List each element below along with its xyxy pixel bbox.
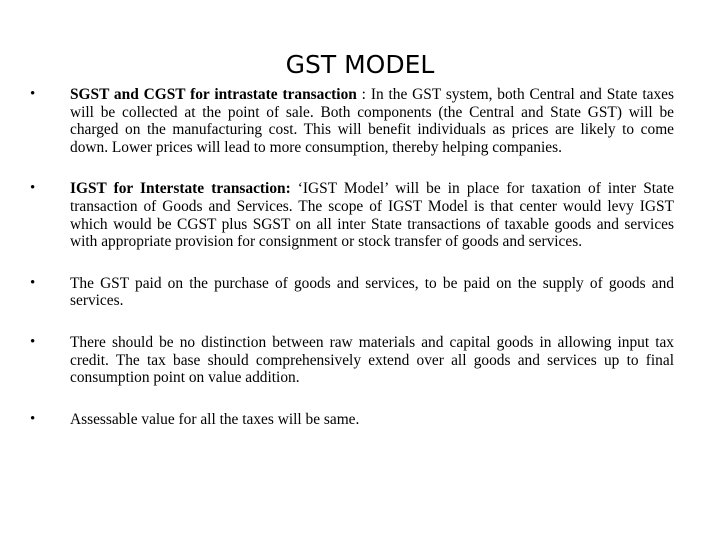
bullet-text: Assessable value for all the taxes will be same. xyxy=(70,410,360,428)
bullet-text: There should be no distinction between raw materials and capital goods in allowing input tax credit. The tax base should comprehensively extend over all goods and services up to final consumption point on value addition. xyxy=(70,333,674,387)
slide-title: GST MODEL xyxy=(285,50,435,79)
bullet-lead: SGST and CGST for intrastate transaction xyxy=(70,86,357,103)
bullet-item-gst-paid xyxy=(28,275,674,310)
bullet-text: ‘IGST Model’ will be in place for taxation of inter State transaction of Goods and Services. The scope of IGST Model is that center would levy IGST which would be CGST plus SGST on all inter State transactions of taxable goods and services with appropriate provision for consignment or stock transfer of goods and services. xyxy=(70,180,674,251)
bullet-icon: • xyxy=(30,274,36,291)
bullet-text: The GST paid on the purchase of goods and services, to be paid on the supply of goods and services. xyxy=(70,274,674,310)
bullet-icon: • xyxy=(30,333,36,350)
bullet-item-igst xyxy=(28,180,674,250)
bullet-icon: • xyxy=(30,86,36,102)
bullet-item-input-tax-credit xyxy=(28,334,674,387)
bullet-list xyxy=(28,86,674,428)
bullet-item-sgst-cgst xyxy=(28,86,674,156)
bullet-item-assessable-value xyxy=(28,411,674,429)
bullet-icon: • xyxy=(30,180,36,197)
bullet-icon: • xyxy=(30,410,36,427)
bullet-lead: IGST for Interstate transaction: xyxy=(70,180,291,198)
bullet-text: : In the GST system, both Central and State taxes will be collected at the point of sale. Both components (the Central and State GST) will be charged on the manufacturing cost. This will benefit individuals as prices are likely to come down. Lower prices will lead to more consumption, thereby helping companies. xyxy=(70,86,674,156)
